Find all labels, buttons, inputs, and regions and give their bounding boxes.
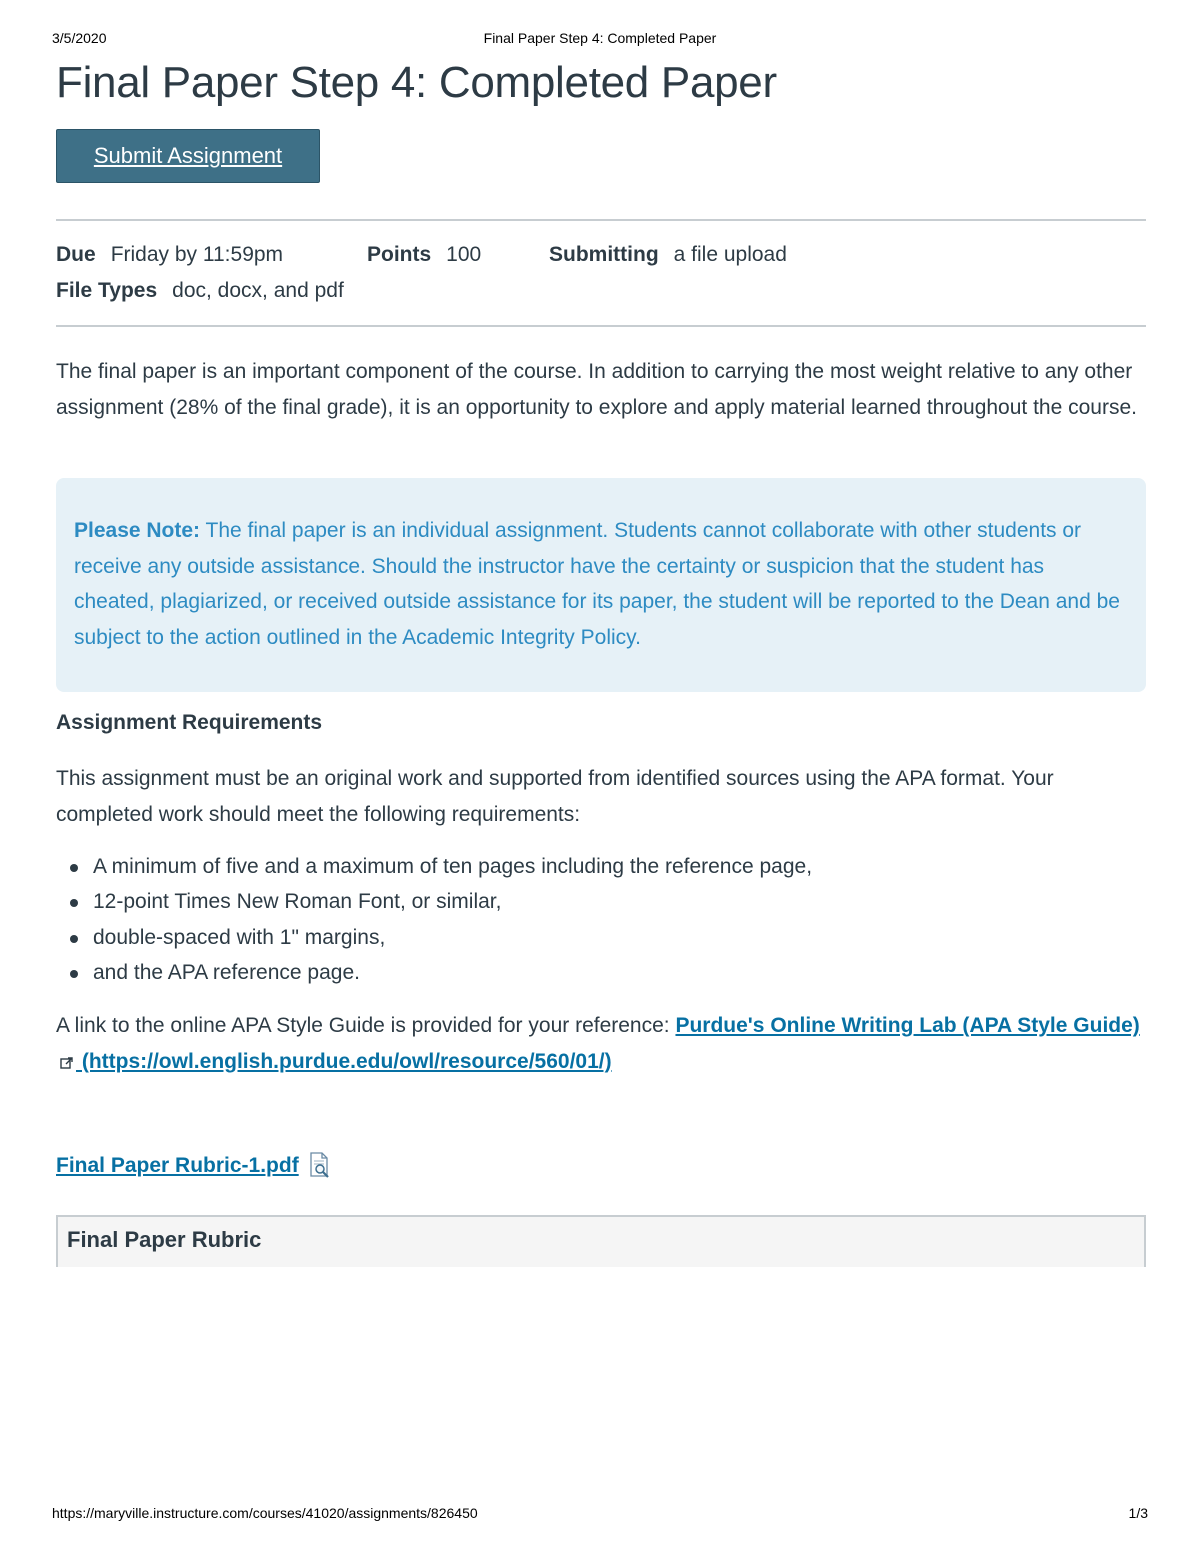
list-item-text: double-spaced with 1" margins, <box>93 925 386 949</box>
list-item <box>56 884 812 919</box>
due-value: Friday by 11:59pm <box>110 243 284 266</box>
due-detail <box>56 243 283 267</box>
page-title: Final Paper Step 4: Completed Paper <box>56 58 777 107</box>
list-item-text: 12-point Times New Roman Font, or similar, <box>93 890 502 914</box>
print-header <box>52 30 1148 50</box>
note-text: The final paper is an individual assignment. Students cannot collaborate with other students or receive any outside assistance. Should the instructor have the certainty or suspicion that the student has cheated, plagiarized, or received outside assistance for its paper, the student will be reported to the Dean and be subject to the action outlined in the Academic Integrity Policy. <box>74 519 1120 649</box>
list-item <box>56 955 812 990</box>
submitting-label: Submitting <box>549 243 659 266</box>
note-paragraph <box>74 513 1128 655</box>
pdf-preview-icon[interactable] <box>309 1152 331 1184</box>
list-item <box>56 920 812 955</box>
submit-assignment-button[interactable]: Submit Assignment <box>56 129 320 183</box>
print-date: 3/5/2020 <box>52 30 107 46</box>
divider-bottom <box>56 325 1146 327</box>
points-value: 100 <box>446 243 482 266</box>
bullet-icon <box>70 935 78 943</box>
note-label: Please Note: <box>74 519 201 542</box>
print-footer <box>52 1505 1148 1525</box>
due-label: Due <box>56 243 96 266</box>
page-number: 1/3 <box>1128 1505 1148 1521</box>
intro-paragraph: The final paper is an important component of the course. In addition to carrying the most weight relative to any other assignment (28% of the final grade), it is an opportunity to explore and apply material learned throughout the course. <box>56 360 1137 419</box>
points-detail <box>367 243 481 267</box>
print-title: Final Paper Step 4: Completed Paper <box>483 30 717 46</box>
list-item-text: A minimum of five and a maximum of ten pages including the reference page, <box>93 855 813 878</box>
requirements-intro: This assignment must be an original work and supported from identified sources using the APA format. Your completed work should meet the following requirements: <box>56 767 1054 826</box>
requirements-list <box>56 849 812 990</box>
submitting-detail <box>549 243 787 267</box>
note-callout <box>56 478 1146 692</box>
file-types-value: doc, docx, and pdf <box>172 279 344 302</box>
bullet-icon <box>70 970 78 978</box>
file-types-detail <box>56 279 344 303</box>
requirements-heading: Assignment Requirements <box>56 711 323 734</box>
external-link-icon[interactable] <box>60 1046 74 1082</box>
rubric-file <box>56 1152 331 1184</box>
rubric-file-link[interactable]: Final Paper Rubric-1.pdf <box>56 1154 299 1177</box>
apa-prefix: A link to the online APA Style Guide is provided for your reference: <box>56 1014 676 1037</box>
apa-url-link[interactable]: (https://owl.english.purdue.edu/owl/resource/560/01/) <box>76 1049 612 1073</box>
print-url: https://maryville.instructure.com/courses/41020/assignments/826450 <box>52 1505 478 1521</box>
apa-paragraph <box>56 1008 1146 1081</box>
rubric-title: Final Paper Rubric <box>67 1227 262 1252</box>
file-types-label: File Types <box>56 279 158 302</box>
list-item-text: and the APA reference page. <box>93 960 360 984</box>
points-label: Points <box>367 243 432 266</box>
divider-top <box>56 219 1146 221</box>
bullet-icon <box>70 899 78 907</box>
submitting-value: a file upload <box>673 243 787 266</box>
bullet-icon <box>70 864 78 872</box>
apa-style-guide-link[interactable]: Purdue's Online Writing Lab (APA Style Guide) <box>675 1014 1140 1037</box>
list-item <box>56 849 812 884</box>
rubric-table-header <box>56 1215 1146 1267</box>
